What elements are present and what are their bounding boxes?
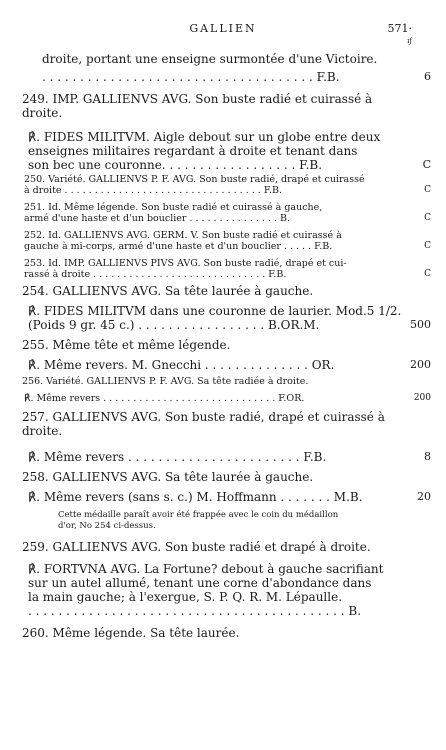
catalogue-entry (0, 376, 446, 387)
rarity-value: 8 (424, 450, 431, 463)
catalogue-entry (0, 284, 446, 298)
catalogue-entry (0, 174, 446, 196)
page-number: 571· (387, 22, 412, 35)
catalogue-entry (0, 358, 446, 372)
entry-line (24, 174, 446, 185)
entry-line (28, 562, 446, 576)
entry-text: 260. Même légende. Sa tête laurée. (22, 626, 240, 640)
rarity-value: C (424, 241, 431, 251)
entry-text: droite. (22, 424, 63, 438)
entry-text: ℟. FIDES MILITVM dans une couronne de laurier. Mod.5 1/2. (28, 304, 402, 318)
entry-line (22, 470, 446, 484)
entry-line (22, 424, 446, 438)
entry-text: 251. Id. Même légende. Son buste radié et cuirassé à gauche, (24, 202, 323, 213)
rarity-value: C (424, 269, 431, 279)
entry-text: 253. Id. IMP. GALLIENVS PIVS AVG. Son buste radié, drapé et cui- (24, 258, 347, 269)
entry-text: ℟. Même revers . . . . . . . . . . . . . . . . . . . . . . . . . . . . . F.OR. (24, 393, 305, 404)
entry-text: sur un autel allumé, tenant une corne d'abondance dans (28, 576, 372, 590)
catalogue-entry (0, 393, 446, 404)
catalogue-entry (0, 470, 446, 484)
entry-line (24, 241, 446, 252)
entry-text: 254. GALLIENVS AVG. Sa tête laurée à gauche. (22, 284, 314, 298)
catalogue-entry (0, 130, 446, 172)
entry-text: . . . . . . . . . . . . . . . . . . . . . . . . . . . . . . . . . . . . F.B. (42, 70, 340, 84)
entry-text: d'or, No 254 ci-dessus. (58, 521, 156, 531)
entry-line (42, 52, 446, 66)
entry-line (28, 318, 446, 332)
entry-line (22, 338, 446, 352)
entry-text: ℟. FORTVNA AVG. La Fortune? debout à gauche sacrifiant (28, 562, 384, 576)
catalogue-entry (0, 70, 446, 84)
entry-text: la main gauche; à l'exergue, S. P. Q. R. M. Lépaulle. (28, 590, 343, 604)
catalogue-entry (0, 202, 446, 224)
entry-text: 259. GALLIENVS AVG. Son buste radié et drapé à droite. (22, 540, 371, 554)
rarity-value: 200 (413, 393, 431, 403)
catalogue-entry (0, 92, 446, 120)
page-header (0, 22, 446, 45)
entry-line (24, 213, 446, 224)
rarity-value: C (422, 158, 431, 171)
entry-text: droite. (22, 106, 63, 120)
entry-line (28, 604, 446, 618)
entry-line (28, 450, 446, 464)
entry-text: (Poids 9 gr. 45 c.) . . . . . . . . . . . . . . . . . B.OR.M. (28, 318, 320, 332)
entry-text: ℟. Même revers. M. Gnecchi . . . . . . . . . . . . . . OR. (28, 358, 335, 372)
entry-line (24, 393, 446, 404)
entry-line (24, 185, 446, 196)
entry-text: armé d'une haste et d'un bouclier . . . . . . . . . . . . . . . B. (24, 213, 291, 224)
entry-line (28, 144, 446, 158)
entry-text: ℟. Même revers . . . . . . . . . . . . . . . . . . . . . . . F.B. (28, 450, 327, 464)
entry-text: 258. GALLIENVS AVG. Sa tête laurée à gauche. (22, 470, 314, 484)
rarity-value: 200 (410, 358, 431, 371)
entry-text: droite, portant une enseigne surmontée d'une Victoire. (42, 52, 378, 66)
entry-text: . . . . . . . . . . . . . . . . . . . . . . . . . . . . . . . . . . . . . . . . . . B. (28, 604, 362, 618)
catalogue-entry (0, 626, 446, 640)
entry-line (28, 590, 446, 604)
entry-text: 250. Variété. GALLIENVS P. F. AVG. Son buste radié, drapé et cuirassé (24, 174, 365, 185)
catalogue-entry (0, 304, 446, 332)
entry-text: 252. Id. GALLIENVS AVG. GERM. V. Son buste radié et cuirassé à (24, 230, 342, 241)
catalogue-entry (0, 258, 446, 280)
entry-text: 249. IMP. GALLIENVS AVG. Son buste radié et cuirassé à (22, 92, 373, 106)
entry-line (22, 106, 446, 120)
entry-line (22, 376, 446, 387)
catalogue-entry (0, 52, 446, 66)
catalogue-entry (0, 410, 446, 438)
entry-text: ℟. Même revers (sans s. c.) M. Hoffmann . . . . . . . M.B. (28, 490, 363, 504)
entry-line (58, 510, 446, 521)
signature-mark: ıƒ (407, 37, 412, 45)
entry-line (22, 410, 446, 424)
running-title: GALLIEN (189, 22, 257, 35)
entry-line (42, 70, 446, 84)
catalogue-entry (0, 490, 446, 504)
entry-text: à droite . . . . . . . . . . . . . . . . . . . . . . . . . . . . . . . . . F.B. (24, 185, 282, 196)
entry-line (24, 258, 446, 269)
rarity-value: 6 (424, 70, 431, 83)
entry-text: rassé à droite . . . . . . . . . . . . . . . . . . . . . . . . . . . . . F.B. (24, 269, 287, 280)
rarity-value: 20 (417, 490, 431, 503)
catalogue-entry (0, 230, 446, 252)
entry-text: 256. Variété. GALLIENVS P. F. AVG. Sa tête radiée à droite. (22, 376, 309, 387)
entry-line (24, 230, 446, 241)
entry-line (28, 158, 446, 172)
entry-text: enseignes militaires regardant à droite et tenant dans (28, 144, 358, 158)
entry-text: gauche à mi-corps, armé d'une haste et d'un bouclier . . . . . F.B. (24, 241, 333, 252)
catalogue-entry (0, 540, 446, 554)
entry-line (28, 576, 446, 590)
entry-text: ℟. FIDES MILITVM. Aigle debout sur un globe entre deux (28, 130, 381, 144)
entry-line (22, 92, 446, 106)
entry-line (22, 626, 446, 640)
entry-text: son bec une couronne. . . . . . . . . . . . . . . . . . F.B. (28, 158, 323, 172)
entry-line (58, 521, 446, 532)
entry-line (22, 284, 446, 298)
entry-line (22, 540, 446, 554)
entry-line (28, 358, 446, 372)
entry-text: Cette médaille paraît avoir été frappée avec le coin du médaillon (58, 510, 339, 520)
catalogue-entry (0, 338, 446, 352)
rarity-value: 500 (410, 318, 431, 331)
entry-line (28, 304, 446, 318)
entry-text: 255. Même tête et même légende. (22, 338, 231, 352)
catalogue-entry (0, 562, 446, 618)
entry-line (24, 202, 446, 213)
catalogue-entries (0, 52, 446, 640)
rarity-value: C (424, 213, 431, 223)
catalogue-entry (0, 450, 446, 464)
entry-line (28, 490, 446, 504)
entry-line (24, 269, 446, 280)
rarity-value: C (424, 185, 431, 195)
entry-text: 257. GALLIENVS AVG. Son buste radié, drapé et cuirassé à (22, 410, 385, 424)
entry-line (28, 130, 446, 144)
catalogue-entry (0, 510, 446, 532)
